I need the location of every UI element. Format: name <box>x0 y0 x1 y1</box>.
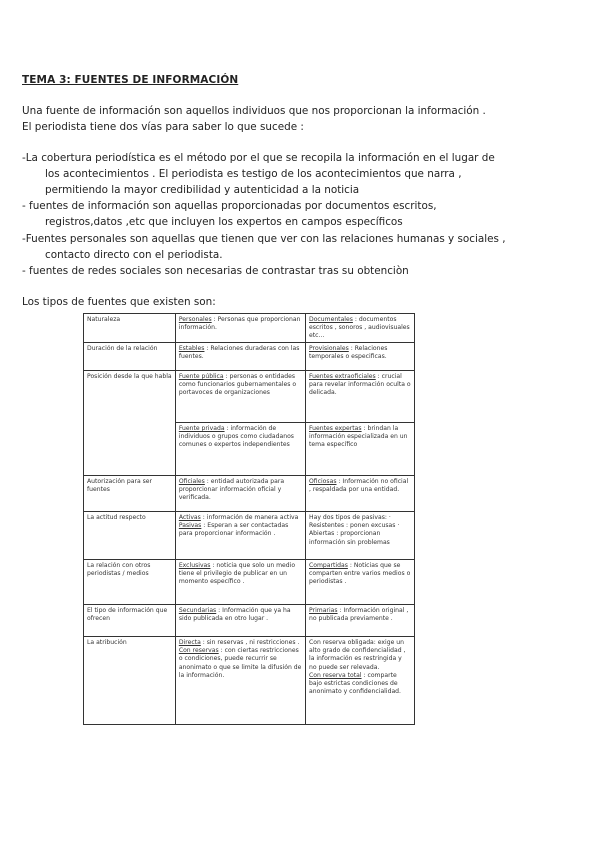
row-label: El tipo de información que ofrecen <box>84 605 176 637</box>
bullet-line-6: -Fuentes personales son aquellas que tienen que ver con las relaciones humanas y sociales , <box>22 233 506 245</box>
table-cell: Documentales : documentos escritos , sonoros , audiovisuales etc... <box>306 314 415 343</box>
bullet-line-5: registros,datos ,etc que incluyen los expertos en campos específicos <box>45 216 403 228</box>
row-label: La actitud respecto <box>84 512 176 560</box>
table-cell: Oficiales : entidad autorizada para proporcionar información oficial y verificada. <box>175 476 305 512</box>
intro-line-2: El periodista tiene dos vías para saber lo que sucede : <box>22 121 304 133</box>
row-label: La atribución <box>84 637 176 725</box>
table-row <box>84 476 415 512</box>
page-title: TEMA 3: FUENTES DE INFORMACIÓN <box>22 74 239 86</box>
bullet-line-2: los acontecimientos . El periodista es testigo de los acontecimientos que narra , <box>45 168 462 180</box>
bullet-line-3: permitiendo la mayor credibilidad y autenticidad a la noticia <box>45 184 360 196</box>
table-row <box>84 314 415 343</box>
table-cell: Directa : sin reservas , ni restricciones . Con reservas : con ciertas restricciones o condiciones, puede recurrir se anonimato o que se limite la difusión de la información. <box>175 637 305 725</box>
table-heading: Los tipos de fuentes que existen son: <box>22 296 216 308</box>
bullet-line-4: - fuentes de información son aquellas proporcionadas por documentos escritos, <box>22 200 437 212</box>
table-cell: Fuente pública : personas o entidades como funcionarios gubernamentales o portavoces de organizaciones <box>175 371 305 423</box>
table-cell: Compartidas : Noticias que se comparten entre varios medios o periodistas . <box>306 560 415 605</box>
table-cell: Activas : información de manera activa Pasivas : Esperan a ser contactadas para proporcionar información . <box>175 512 305 560</box>
table-row <box>84 637 415 725</box>
bullet-line-7: contacto directo con el periodista. <box>45 249 223 261</box>
row-label: La relación con otros periodistas / medios <box>84 560 176 605</box>
table-row <box>84 512 415 560</box>
table-cell: Hay dos tipos de pasivas: · Resistentes : ponen excusas · Abiertas : proporcionan información sin problemas <box>306 512 415 560</box>
table-cell: Oficiosas : Información no oficial , respaldada por una entidad. <box>306 476 415 512</box>
row-label: Naturaleza <box>84 314 176 343</box>
table-cell: Provisionales : Relaciones temporales o especificas. <box>306 343 415 371</box>
table-row <box>84 560 415 605</box>
row-label: Posición desde la que habla <box>84 371 176 476</box>
bullet-line-1: -La cobertura periodística es el método por el que se recopila la información en el lugar de <box>22 152 495 164</box>
table-row <box>84 605 415 637</box>
table-cell: Personales : Personas que proporcionan información. <box>175 314 305 343</box>
table-cell: Con reserva obligada: exige un alto grado de confidencialidad , la información es restringida y no puede ser relevada. Con reserva total : comparte bajo estrictas condiciones de anonimato y confidencialidad. <box>306 637 415 725</box>
row-label: Duración de la relación <box>84 343 176 371</box>
intro-line-1: Una fuente de información son aquellos individuos que nos proporcionan la información . <box>22 105 486 117</box>
table-cell: Secundarias : Información que ya ha sido publicada en otro lugar . <box>175 605 305 637</box>
sources-table <box>83 313 415 725</box>
table-cell: Primarias : Información original , no publicada previamente . <box>306 605 415 637</box>
row-label: Autorización para ser fuentes <box>84 476 176 512</box>
table-cell: Fuentes extraoficiales : crucial para revelar información oculta o delicada. <box>306 371 415 423</box>
table-cell: Estables : Relaciones duraderas con las fuentes. <box>175 343 305 371</box>
table-cell: Exclusivas : noticia que solo un medio tiene el privilegio de publicar en un momento específico . <box>175 560 305 605</box>
bullet-line-8: - fuentes de redes sociales son necesarias de contrastar tras su obtenciòn <box>22 265 409 277</box>
table-cell: Fuentes expertas : brindan la información especializada en un tema específico <box>306 423 415 476</box>
table-row <box>84 371 415 423</box>
table-cell: Fuente privada : información de individuos o grupos como ciudadanos comunes o expertos independientes <box>175 423 305 476</box>
table-row <box>84 343 415 371</box>
